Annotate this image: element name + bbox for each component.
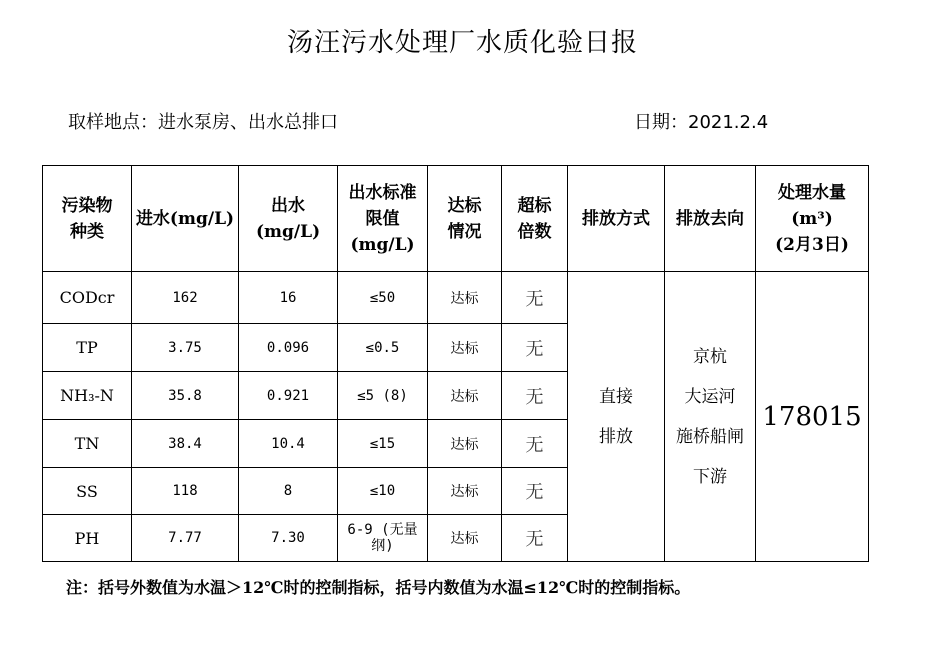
header-influent: 进水(mg/L) <box>132 166 239 272</box>
header-compliance: 达标情况 <box>428 166 502 272</box>
effluent-cell: 16 <box>239 272 338 324</box>
exceed-cell: 无 <box>502 372 568 420</box>
report-date: 日期：2021.2.4 <box>634 112 769 133</box>
pollutant-cell: TP <box>43 324 132 372</box>
discharge-dest-line4: 下游 <box>693 466 727 487</box>
pollutant-cell: CODcr <box>43 272 132 324</box>
discharge-method-cell <box>568 272 665 562</box>
discharge-dest-line2: 大运河 <box>684 386 736 407</box>
header-flow-line3: (2月3日) <box>775 234 849 255</box>
flow-value-cell: 178015 <box>756 272 869 562</box>
pollutant-cell: SS <box>43 468 132 515</box>
header-discharge-method: 排放方式 <box>568 166 665 272</box>
influent-cell: 118 <box>132 468 239 515</box>
discharge-dest-line3: 施桥船闸 <box>676 426 744 447</box>
effluent-cell: 7.30 <box>239 515 338 562</box>
discharge-method-line1: 直接 <box>599 386 633 407</box>
limit-cell: ≤15 <box>338 420 428 468</box>
discharge-dest-line1: 京杭 <box>693 346 727 367</box>
header-pollutant: 污染物种类 <box>43 166 132 272</box>
effluent-cell: 0.096 <box>239 324 338 372</box>
limit-cell: ≤10 <box>338 468 428 515</box>
water-quality-table <box>42 165 869 562</box>
exceed-cell: 无 <box>502 272 568 324</box>
limit-cell: ≤5 (8) <box>338 372 428 420</box>
exceed-cell: 无 <box>502 324 568 372</box>
footnote: 注：括号外数值为水温＞12℃时的控制指标，括号内数值为水温≤12℃时的控制指标。 <box>66 578 691 597</box>
compliance-cell: 达标 <box>428 420 502 468</box>
compliance-cell: 达标 <box>428 515 502 562</box>
header-discharge-dest: 排放去向 <box>665 166 756 272</box>
header-row <box>43 166 869 272</box>
influent-cell: 38.4 <box>132 420 239 468</box>
header-flow <box>756 166 869 272</box>
header-flow-line2: (m³) <box>791 208 833 229</box>
exceed-cell: 无 <box>502 515 568 562</box>
effluent-cell: 10.4 <box>239 420 338 468</box>
limit-cell: ≤0.5 <box>338 324 428 372</box>
pollutant-cell: PH <box>43 515 132 562</box>
header-effluent: 出水(mg/L) <box>239 166 338 272</box>
influent-cell: 162 <box>132 272 239 324</box>
compliance-cell: 达标 <box>428 272 502 324</box>
discharge-method-line2: 排放 <box>599 426 633 447</box>
influent-cell: 35.8 <box>132 372 239 420</box>
table-row <box>43 272 869 324</box>
pollutant-cell: TN <box>43 420 132 468</box>
discharge-dest-cell <box>665 272 756 562</box>
pollutant-cell: NH₃-N <box>43 372 132 420</box>
influent-cell: 7.77 <box>132 515 239 562</box>
compliance-cell: 达标 <box>428 324 502 372</box>
compliance-cell: 达标 <box>428 468 502 515</box>
exceed-cell: 无 <box>502 468 568 515</box>
header-flow-line1: 处理水量 <box>778 182 846 203</box>
report-title: 汤汪污水处理厂水质化验日报 <box>286 28 638 58</box>
compliance-cell: 达标 <box>428 372 502 420</box>
effluent-cell: 8 <box>239 468 338 515</box>
exceed-cell: 无 <box>502 420 568 468</box>
limit-cell: ≤50 <box>338 272 428 324</box>
header-limit: 出水标准限值(mg/L) <box>338 166 428 272</box>
influent-cell: 3.75 <box>132 324 239 372</box>
header-exceed: 超标倍数 <box>502 166 568 272</box>
effluent-cell: 0.921 <box>239 372 338 420</box>
sampling-location: 取样地点：进水泵房、出水总排口 <box>68 112 338 133</box>
limit-cell: 6-9 (无量纲) <box>338 515 428 562</box>
